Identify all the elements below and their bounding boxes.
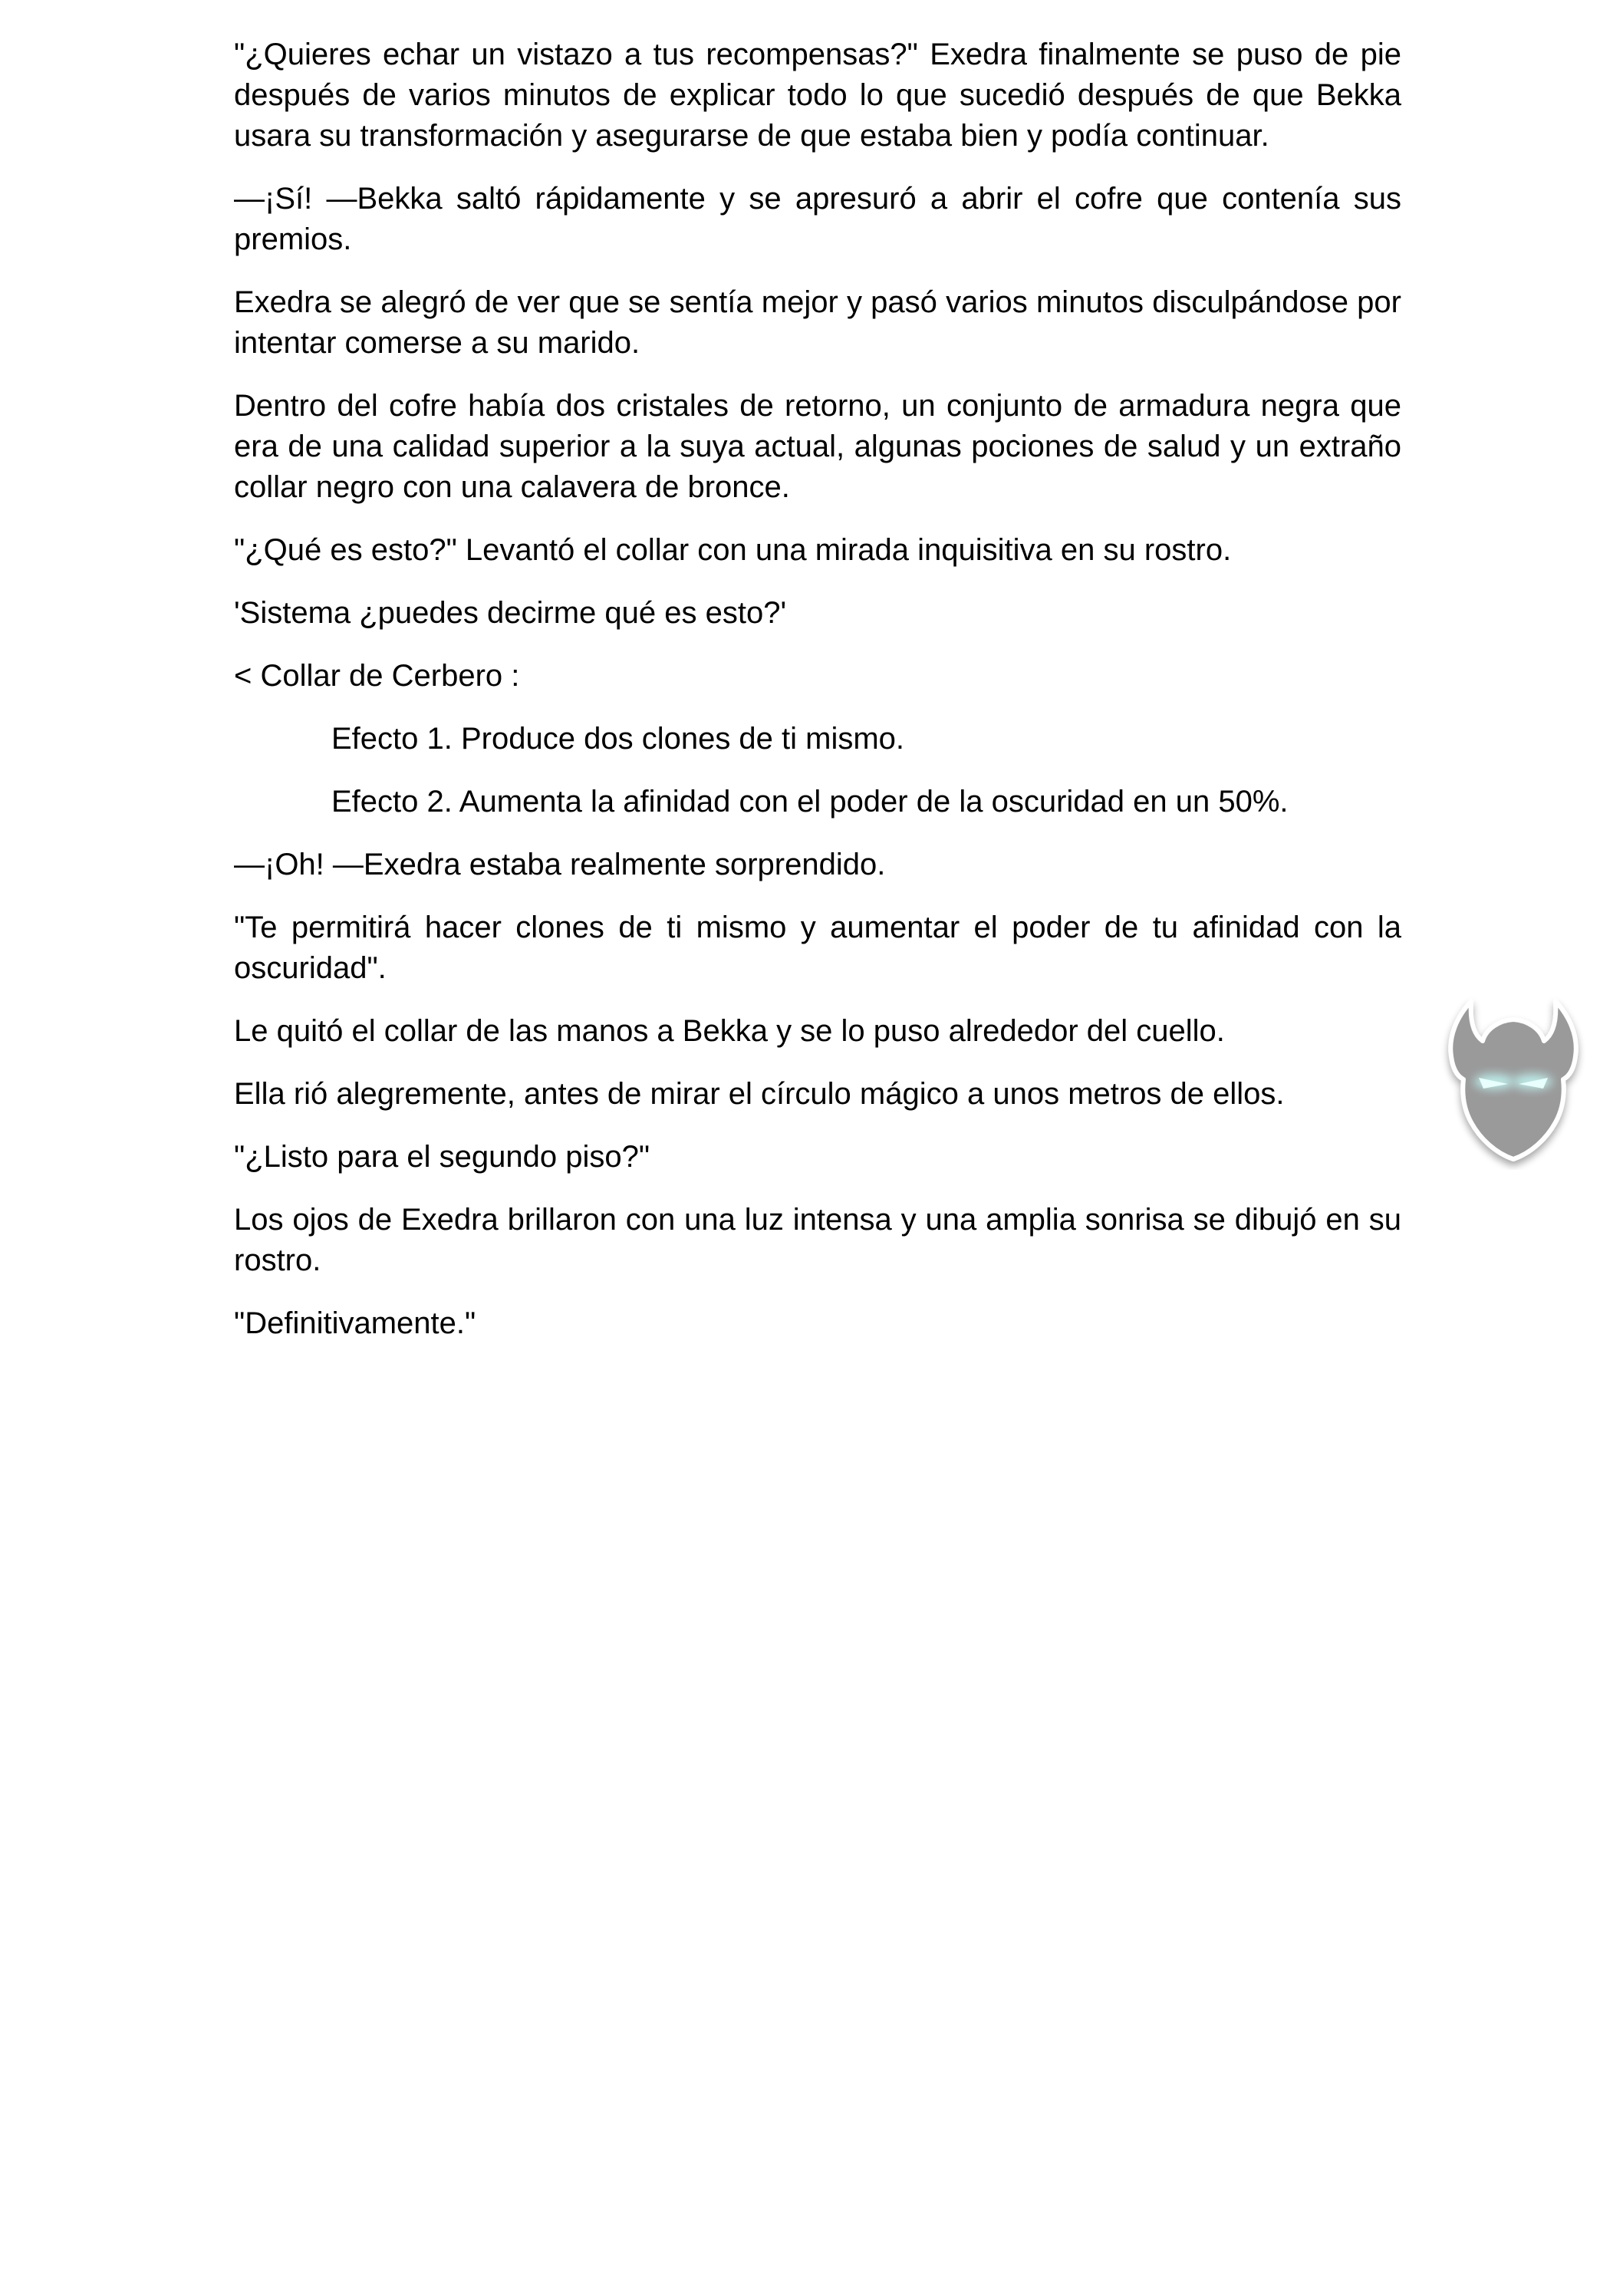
paragraph: Exedra se alegró de ver que se sentía mejor y pasó varios minutos disculpándose por intentar comerse a su marido. (234, 285, 1401, 360)
paragraph: 'Sistema ¿puedes decirme qué es esto?' (234, 596, 787, 630)
item-heading: < Collar de Cerbero : (234, 659, 520, 693)
paragraph: Los ojos de Exedra brillaron con una luz intensa y una amplia sonrisa se dibujó en su rostro. (234, 1203, 1401, 1277)
paragraph: Le quitó el collar de las manos a Bekka y se lo puso alrededor del cuello. (234, 1014, 1225, 1048)
item-effect-2: Efecto 2. Aumenta la afinidad con el poder de la oscuridad en un 50%. (331, 785, 1289, 819)
paragraph: —¡Sí! —Bekka saltó rápidamente y se apresuró a abrir el cofre que contenía sus premios. (234, 182, 1401, 256)
demon-head-icon (1440, 993, 1586, 1170)
paragraph: Ella rió alegremente, antes de mirar el círculo mágico a unos metros de ellos. (234, 1077, 1285, 1111)
paragraph: "¿Quieres echar un vistazo a tus recompensas?" Exedra finalmente se puso de pie después de varios minutos de explicar todo lo que sucedió después de que Bekka usara su transformación y asegurarse de que estaba bien y podía continuar. (234, 38, 1401, 153)
paragraph: —¡Oh! —Exedra estaba realmente sorprendido. (234, 848, 886, 881)
paragraph: "¿Listo para el segundo piso?" (234, 1140, 650, 1174)
paragraph: "Te permitirá hacer clones de ti mismo y aumentar el poder de tu afinidad con la oscuridad". (234, 911, 1401, 985)
paragraph: Dentro del cofre había dos cristales de retorno, un conjunto de armadura negra que era de una calidad superior a la suya actual, algunas pociones de salud y un extraño collar negro con una calavera de bronce. (234, 389, 1401, 504)
paragraph: "Definitivamente." (234, 1306, 476, 1340)
item-effect-1: Efecto 1. Produce dos clones de ti mismo. (331, 722, 905, 756)
story-text (234, 35, 1401, 1366)
paragraph: "¿Qué es esto?" Levantó el collar con una mirada inquisitiva en su rostro. (234, 533, 1232, 567)
